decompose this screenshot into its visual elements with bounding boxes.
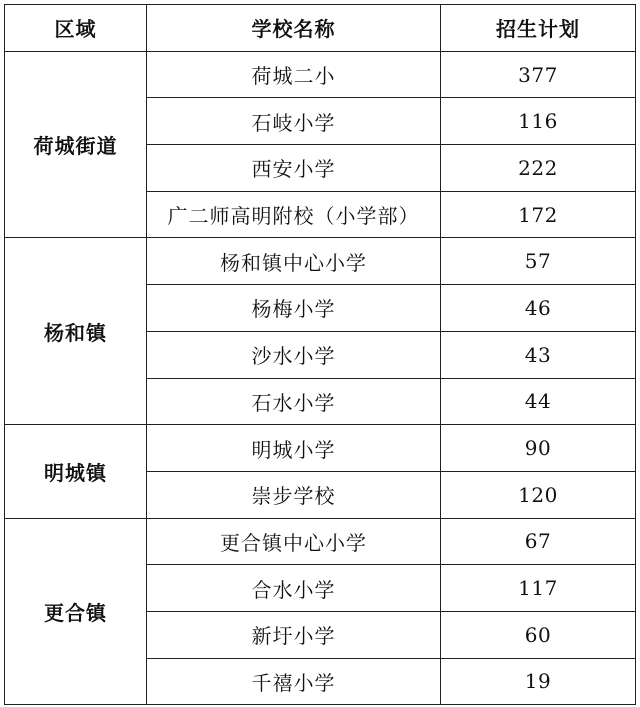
- school-name-cell: 荷城二小: [147, 51, 441, 98]
- table-row: [5, 518, 636, 565]
- region-cell: 更合镇: [5, 518, 147, 705]
- enrollment-plan-cell: 90: [441, 425, 636, 472]
- enrollment-plan-cell: 222: [441, 145, 636, 192]
- header-row: [5, 5, 636, 52]
- region-cell: 荷城街道: [5, 51, 147, 238]
- header-enrollment-plan: 招生计划: [441, 5, 636, 52]
- school-name-cell: 更合镇中心小学: [147, 518, 441, 565]
- school-name-cell: 西安小学: [147, 145, 441, 192]
- enrollment-plan-cell: 46: [441, 285, 636, 332]
- enrollment-plan-cell: 116: [441, 98, 636, 145]
- enrollment-plan-cell: 377: [441, 51, 636, 98]
- school-name-cell: 千禧小学: [147, 658, 441, 705]
- region-cell: 明城镇: [5, 425, 147, 518]
- enrollment-plan-cell: 19: [441, 658, 636, 705]
- enrollment-plan-cell: 43: [441, 331, 636, 378]
- enrollment-plan-cell: 117: [441, 565, 636, 612]
- enrollment-plan-cell: 172: [441, 191, 636, 238]
- enrollment-plan-cell: 60: [441, 611, 636, 658]
- school-name-cell: 新圩小学: [147, 611, 441, 658]
- enrollment-table: [4, 4, 636, 705]
- enrollment-plan-cell: 44: [441, 378, 636, 425]
- school-name-cell: 石水小学: [147, 378, 441, 425]
- school-name-cell: 合水小学: [147, 565, 441, 612]
- header-school-name: 学校名称: [147, 5, 441, 52]
- region-cell: 杨和镇: [5, 238, 147, 425]
- enrollment-plan-cell: 57: [441, 238, 636, 285]
- school-name-cell: 广二师高明附校（小学部）: [147, 191, 441, 238]
- school-name-cell: 明城小学: [147, 425, 441, 472]
- header-region: 区域: [5, 5, 147, 52]
- enrollment-plan-cell: 120: [441, 471, 636, 518]
- enrollment-plan-cell: 67: [441, 518, 636, 565]
- school-name-cell: 沙水小学: [147, 331, 441, 378]
- table-row: [5, 238, 636, 285]
- school-name-cell: 杨和镇中心小学: [147, 238, 441, 285]
- school-name-cell: 石岐小学: [147, 98, 441, 145]
- school-name-cell: 杨梅小学: [147, 285, 441, 332]
- table-row: [5, 425, 636, 472]
- table-body: [5, 51, 636, 705]
- school-name-cell: 崇步学校: [147, 471, 441, 518]
- table-row: [5, 51, 636, 98]
